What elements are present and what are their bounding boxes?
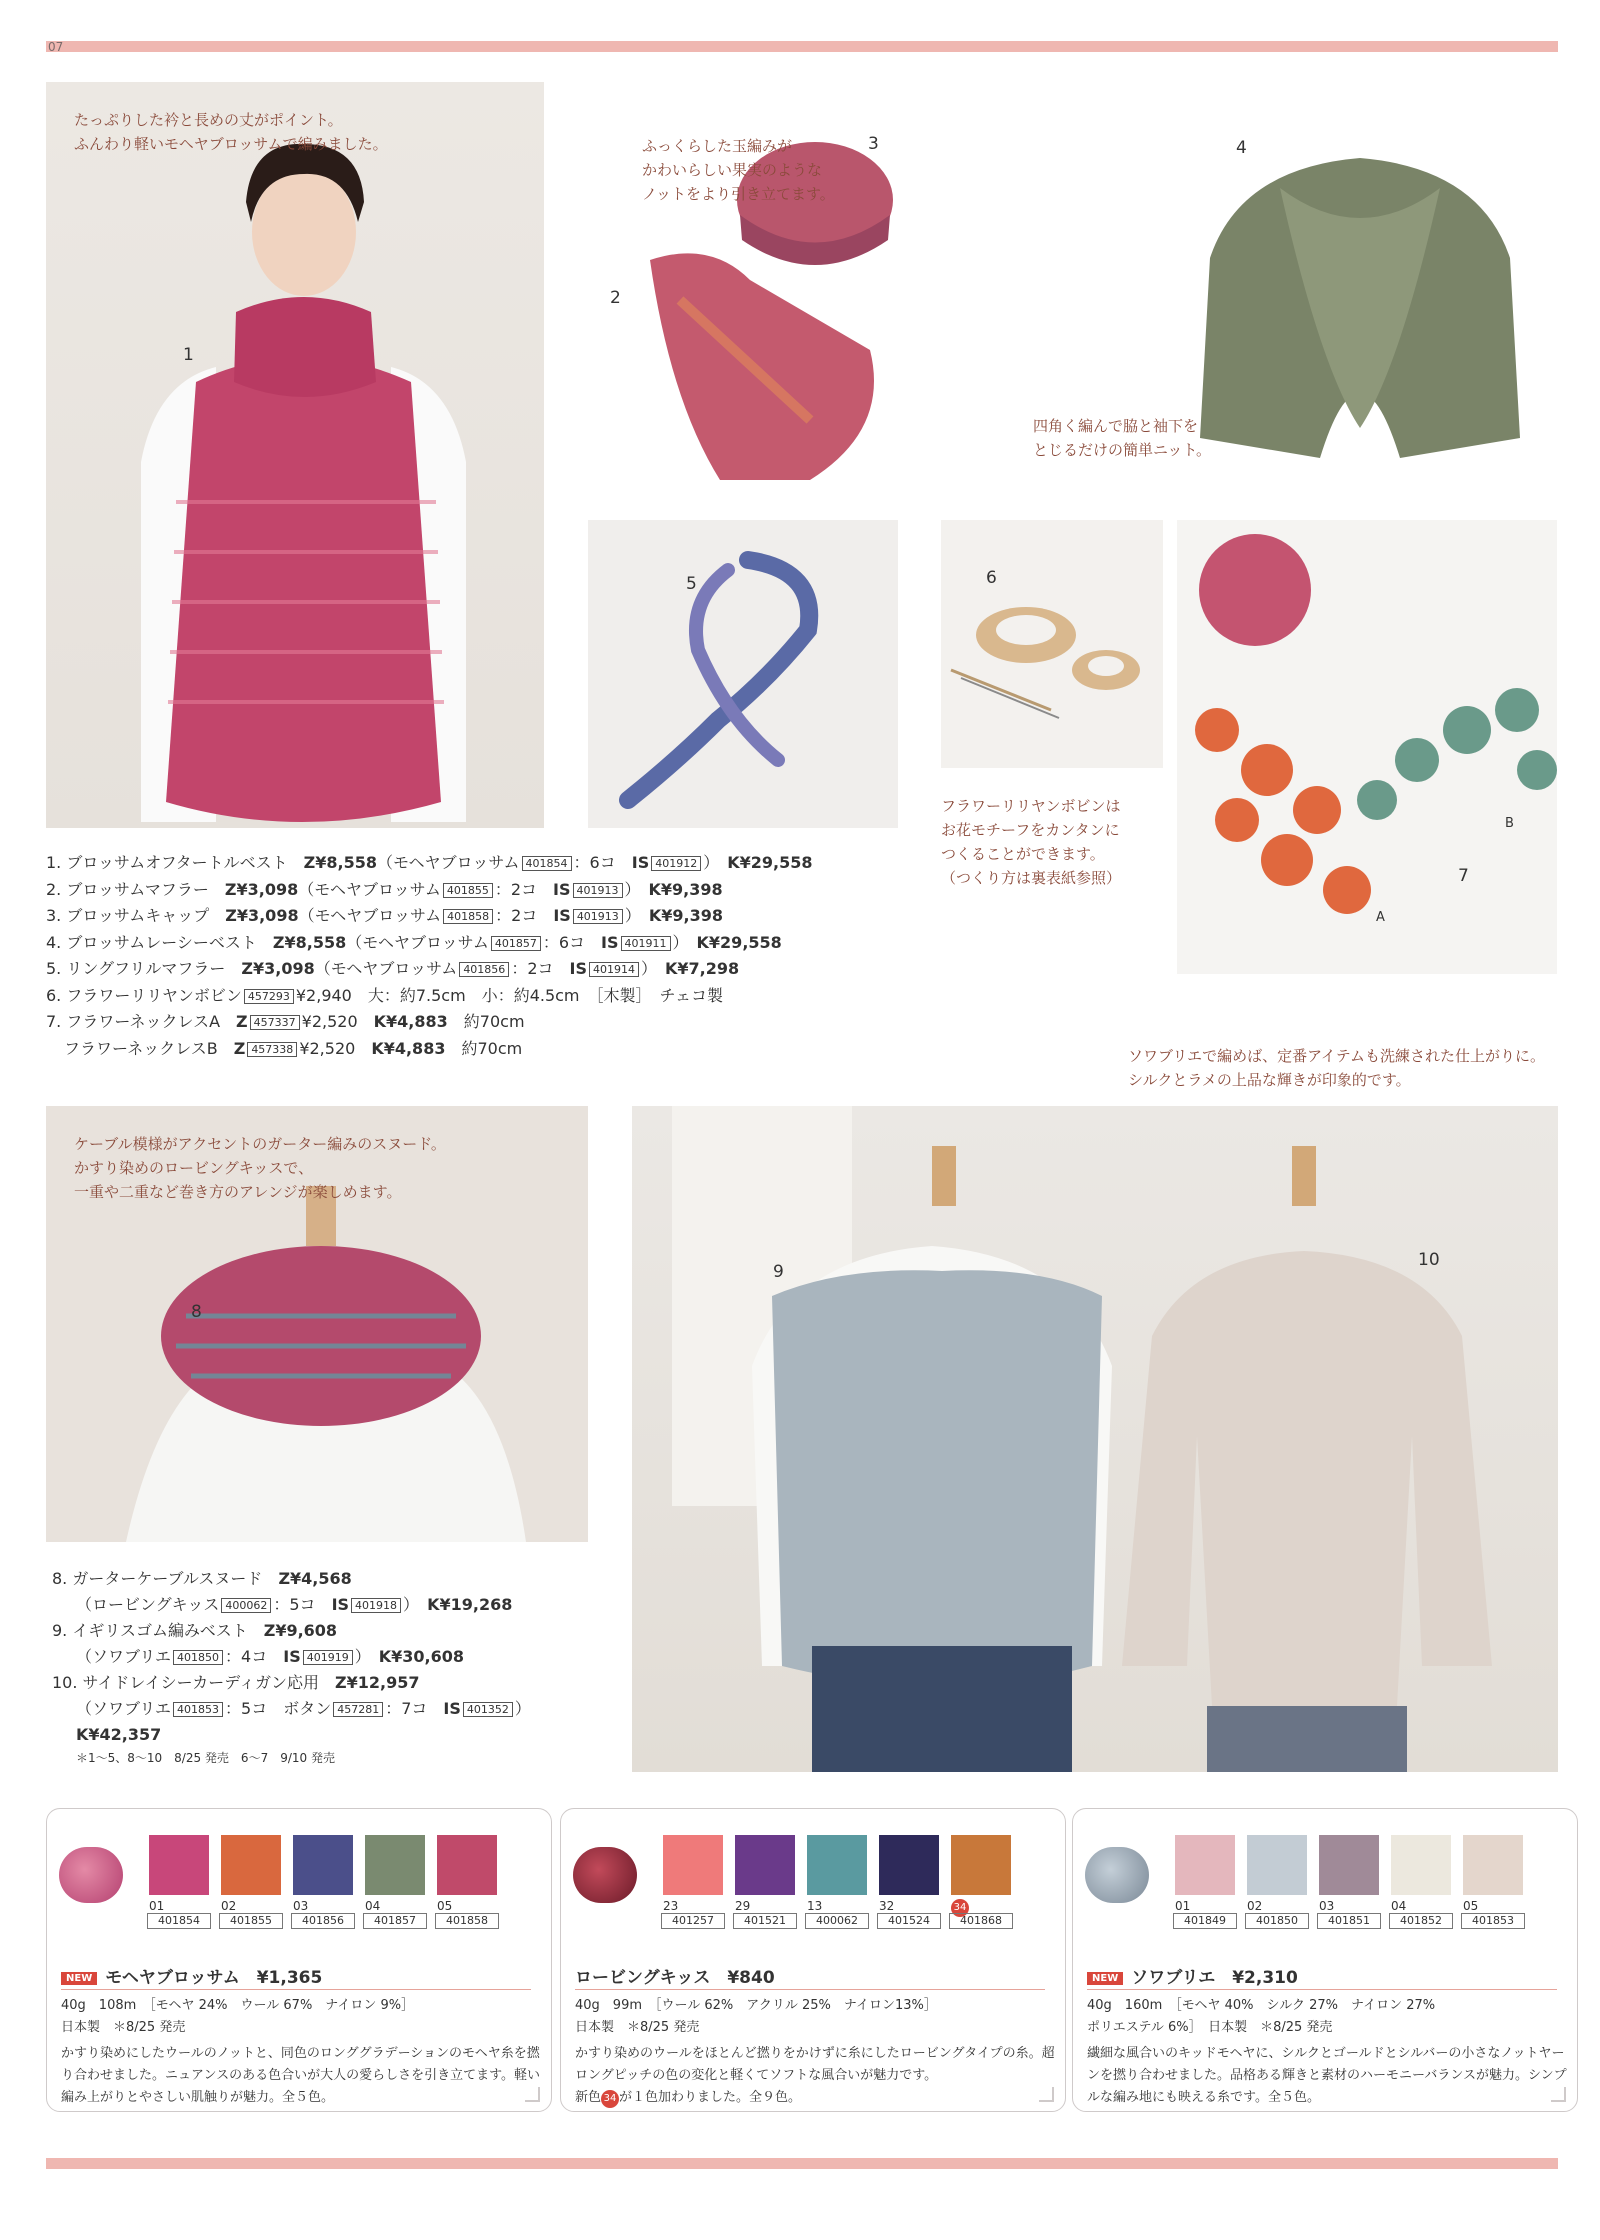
product-row: K¥42,357	[76, 1725, 162, 1744]
yarn-panel-mohair-blossom	[46, 1808, 552, 2112]
swatch-number: 05	[1463, 1899, 1479, 1913]
swatch	[1463, 1835, 1523, 1895]
necklace-illustration	[1177, 520, 1557, 974]
yarn-name: NEW モヘヤブロッサム ¥1,365	[61, 1963, 322, 1988]
release-note: ＊1〜5、8〜10 8/25 発売 6〜7 9/10 発売	[76, 1751, 335, 1765]
item-number-6: 6	[986, 568, 997, 588]
swatch	[735, 1835, 795, 1895]
product-row: （ソワブリエ 401850 ：4コ IS 401919 ） K¥30,608	[76, 1647, 465, 1666]
caption-item-8: ケーブル模様がアクセントのガーター編みのスヌード。 かすり染めのロービングキッスで、 一重や二重など巻き方のアレンジが楽しめます。	[74, 1135, 446, 1201]
swatch-code: 401855	[219, 1913, 283, 1929]
caption-item-1: たっぷりした衿と長めの丈がポイント。 ふんわり軽いモヘヤブロッサムで編みました。	[74, 111, 388, 153]
swatch-number: 04	[365, 1899, 381, 1913]
product-row: 7. フラワーネックレスA Z 457337 ¥2,520 K¥4,883 約70cm	[46, 1012, 525, 1031]
swatch-code: 401521	[733, 1913, 797, 1929]
swatch	[365, 1835, 425, 1895]
photo-vest-model	[46, 82, 544, 828]
swatch	[293, 1835, 353, 1895]
divider	[1087, 1989, 1557, 1990]
product-row: 8. ガーターケーブルスヌード Z¥4,568	[52, 1569, 352, 1588]
item-number-7: 7	[1458, 866, 1469, 886]
swatch-code: 401857	[363, 1913, 427, 1929]
swatch	[1391, 1835, 1451, 1895]
yarn-name: NEW ソワブリエ ¥2,310	[1087, 1963, 1298, 1988]
product-row: フラワーネックレスB Z 457338 ¥2,520 K¥4,883 約70cm	[64, 1038, 523, 1058]
swatch-code: 400062	[805, 1913, 869, 1929]
divider	[575, 1989, 1045, 1990]
item-number-8: 8	[191, 1302, 202, 1322]
product-row: 9. イギリスゴム編みベスト Z¥9,608	[52, 1621, 338, 1640]
item-number-3: 3	[868, 134, 879, 154]
swatch-code: 401524	[877, 1913, 941, 1929]
yarn-name: ロービングキッス ¥840	[575, 1968, 775, 1988]
item-number-10: 10	[1418, 1250, 1440, 1270]
swatch-number: 13	[807, 1899, 823, 1913]
swatch	[807, 1835, 867, 1895]
new-color-badge: 34	[951, 1899, 969, 1917]
product-row: 10. サイドレイシーカーディガン応用 Z¥12,957	[52, 1673, 420, 1692]
swatch-number: 01	[149, 1899, 165, 1913]
photo-frill-muffler	[588, 520, 898, 828]
caption-item-2-3: ふっくらした玉編みが かわいらしい果実のような ノットをより引き立てます。	[642, 137, 835, 203]
caption-item-6: フラワーリリヤンボビンは お花モチーフをカンタンに つくることができます。 （つくり方は裏表紙参照）	[941, 797, 1122, 887]
swatch-code: 401849	[1173, 1913, 1237, 1929]
swatch-code: 401854	[147, 1913, 211, 1929]
swatch-code: 401852	[1389, 1913, 1453, 1929]
swatch-number: 01	[1175, 1899, 1191, 1913]
product-list-bottom	[52, 1566, 531, 1768]
product-row: 3. ブロッサムキャップ Z¥3,098（モヘヤブロッサム 401858 ：2コ IS 401913 ） K¥9,398	[46, 906, 723, 925]
swatch-number: 04	[1391, 1899, 1407, 1913]
swatch	[437, 1835, 497, 1895]
swatch-number: 05	[437, 1899, 453, 1913]
swatch-number: 03	[1319, 1899, 1335, 1913]
swatch-number: 32	[879, 1899, 895, 1913]
label-7a: A	[1376, 910, 1385, 925]
bobbin-illustration	[941, 520, 1163, 768]
swatch-number: 03	[293, 1899, 309, 1913]
swatch-code: 401856	[291, 1913, 355, 1929]
label-7b: B	[1505, 816, 1514, 831]
item-number-2: 2	[610, 288, 621, 308]
swatch-number: 02	[221, 1899, 237, 1913]
photo-flower-necklace	[1177, 520, 1557, 974]
product-row: 1. ブロッサムオフタートルベスト Z¥8,558（モヘヤブロッサム 401854 ：6コ IS 401912 ） K¥29,558	[46, 853, 813, 872]
yarn-ball-image	[1085, 1847, 1149, 1903]
yarn-spec: 40g 108m ［モヘヤ 24% ウール 67% ナイロン 9%］ 日本製 ＊8/25 発売	[61, 1998, 415, 2035]
item-number-1: 1	[183, 345, 194, 365]
product-row: （ロービングキッス 400062 ：5コ IS 401918 ） K¥19,268	[76, 1595, 513, 1614]
swatch	[221, 1835, 281, 1895]
page-number: 07	[48, 40, 64, 54]
swatch-number: 02	[1247, 1899, 1263, 1913]
yarn-description: 繊細な風合いのキッドモヘヤに、シルクとゴールドとシルバーの小さなノットヤーンを撚り合わせました。品格ある輝きと素材のハーモニーバランスが魅力。シンプルな編み地にも映える糸です。全５色。	[1087, 2046, 1567, 2105]
bottom-rule	[46, 2158, 1558, 2169]
new-color-badge: 34	[601, 2090, 619, 2108]
swatch	[663, 1835, 723, 1895]
swatch	[1247, 1835, 1307, 1895]
caption-item-4: 四角く編んで脇と袖下を とじるだけの簡単ニット。	[1033, 417, 1212, 459]
product-row: 5. リングフリルマフラー Z¥3,098（モヘヤブロッサム 401856 ：2コ IS 401914 ） K¥7,298	[46, 959, 740, 978]
top-rule	[46, 41, 1558, 52]
yarn-description: かすり染めにしたウールのノットと、同色のロンググラデーションのモヘヤ糸を撚り合わせました。ニュアンスのある色合いが大人の愛らしさを引き立てます。軽い編み上がりとやさしい肌触りが魅力。全５色。	[61, 2046, 541, 2105]
item-number-9: 9	[773, 1262, 784, 1282]
swatch-code: 401858	[435, 1913, 499, 1929]
vest-illustration	[46, 82, 544, 828]
yarn-spec: 40g 99m ［ウール 62% アクリル 25% ナイロン13%］ 日本製 ＊8/25 発売	[575, 1998, 937, 2035]
product-row: 4. ブロッサムレーシーベスト Z¥8,558（モヘヤブロッサム 401857 ：6コ IS 401911 ） K¥29,558	[46, 932, 782, 952]
product-row: （ソワブリエ 401853 ：5コ ボタン 457281 ：7コ IS 401352 ）	[76, 1699, 531, 1718]
product-list-top	[46, 850, 813, 1062]
yarn-description: かすり染めのウールをほとんど撚りをかけずに糸にしたロービングタイプの糸。超ロングピッチの色の変化と軽くてソフトな風合いが魅力です。 新色 34 が１色加わりました。全９色。	[575, 2043, 1055, 2109]
yarn-spec: 40g 160m ［モヘヤ 40% シルク 27% ナイロン 27% ポリエステル 6%］ 日本製 ＊8/25 発売	[1087, 1998, 1436, 2035]
swatch-code: 401257	[661, 1913, 725, 1929]
swatch-number: 29	[735, 1899, 751, 1913]
photo-lily-bobbin	[941, 520, 1163, 768]
corner-bracket-icon	[1037, 2085, 1055, 2103]
yarn-ball-image	[59, 1847, 123, 1903]
swatch-code: 401853	[1461, 1913, 1525, 1929]
divider	[61, 1989, 531, 1990]
yarn-panel-soie-brillee	[1072, 1808, 1578, 2112]
corner-bracket-icon	[523, 2085, 541, 2103]
swatch-number: 23	[663, 1899, 679, 1913]
swatch-code: 401851	[1317, 1913, 1381, 1929]
item-number-5: 5	[686, 574, 697, 594]
yarn-panel-roving-kiss	[560, 1808, 1066, 2112]
corner-bracket-icon	[1549, 2085, 1567, 2103]
caption-item-9-10: ソワブリエで編めば、定番アイテムも洗練された仕上がりに。 シルクとラメの上品な輝きが印象的です。	[1128, 1047, 1546, 1089]
swatch	[951, 1835, 1011, 1895]
new-badge: NEW	[1087, 1972, 1123, 1985]
product-row: 6. フラワーリリヤンボビン 457293 ¥2,940 大：約7.5cm 小：約4.5cm ［木製］ チェコ製	[46, 985, 724, 1005]
frill-muffler-illustration	[588, 520, 898, 828]
swatch	[1319, 1835, 1379, 1895]
swatch-code: 401868	[949, 1913, 1013, 1929]
swatch	[149, 1835, 209, 1895]
vest-cardigan-illustration	[632, 1106, 1558, 1772]
swatch-code: 401850	[1245, 1913, 1309, 1929]
new-badge: NEW	[61, 1972, 97, 1985]
photo-vest-cardigan	[632, 1106, 1558, 1772]
swatch	[879, 1835, 939, 1895]
item-number-4: 4	[1236, 138, 1247, 158]
swatch	[1175, 1835, 1235, 1895]
yarn-ball-image	[573, 1847, 637, 1903]
product-row: 2. ブロッサムマフラー Z¥3,098（モヘヤブロッサム 401855 ：2コ IS 401913 ） K¥9,398	[46, 879, 723, 899]
